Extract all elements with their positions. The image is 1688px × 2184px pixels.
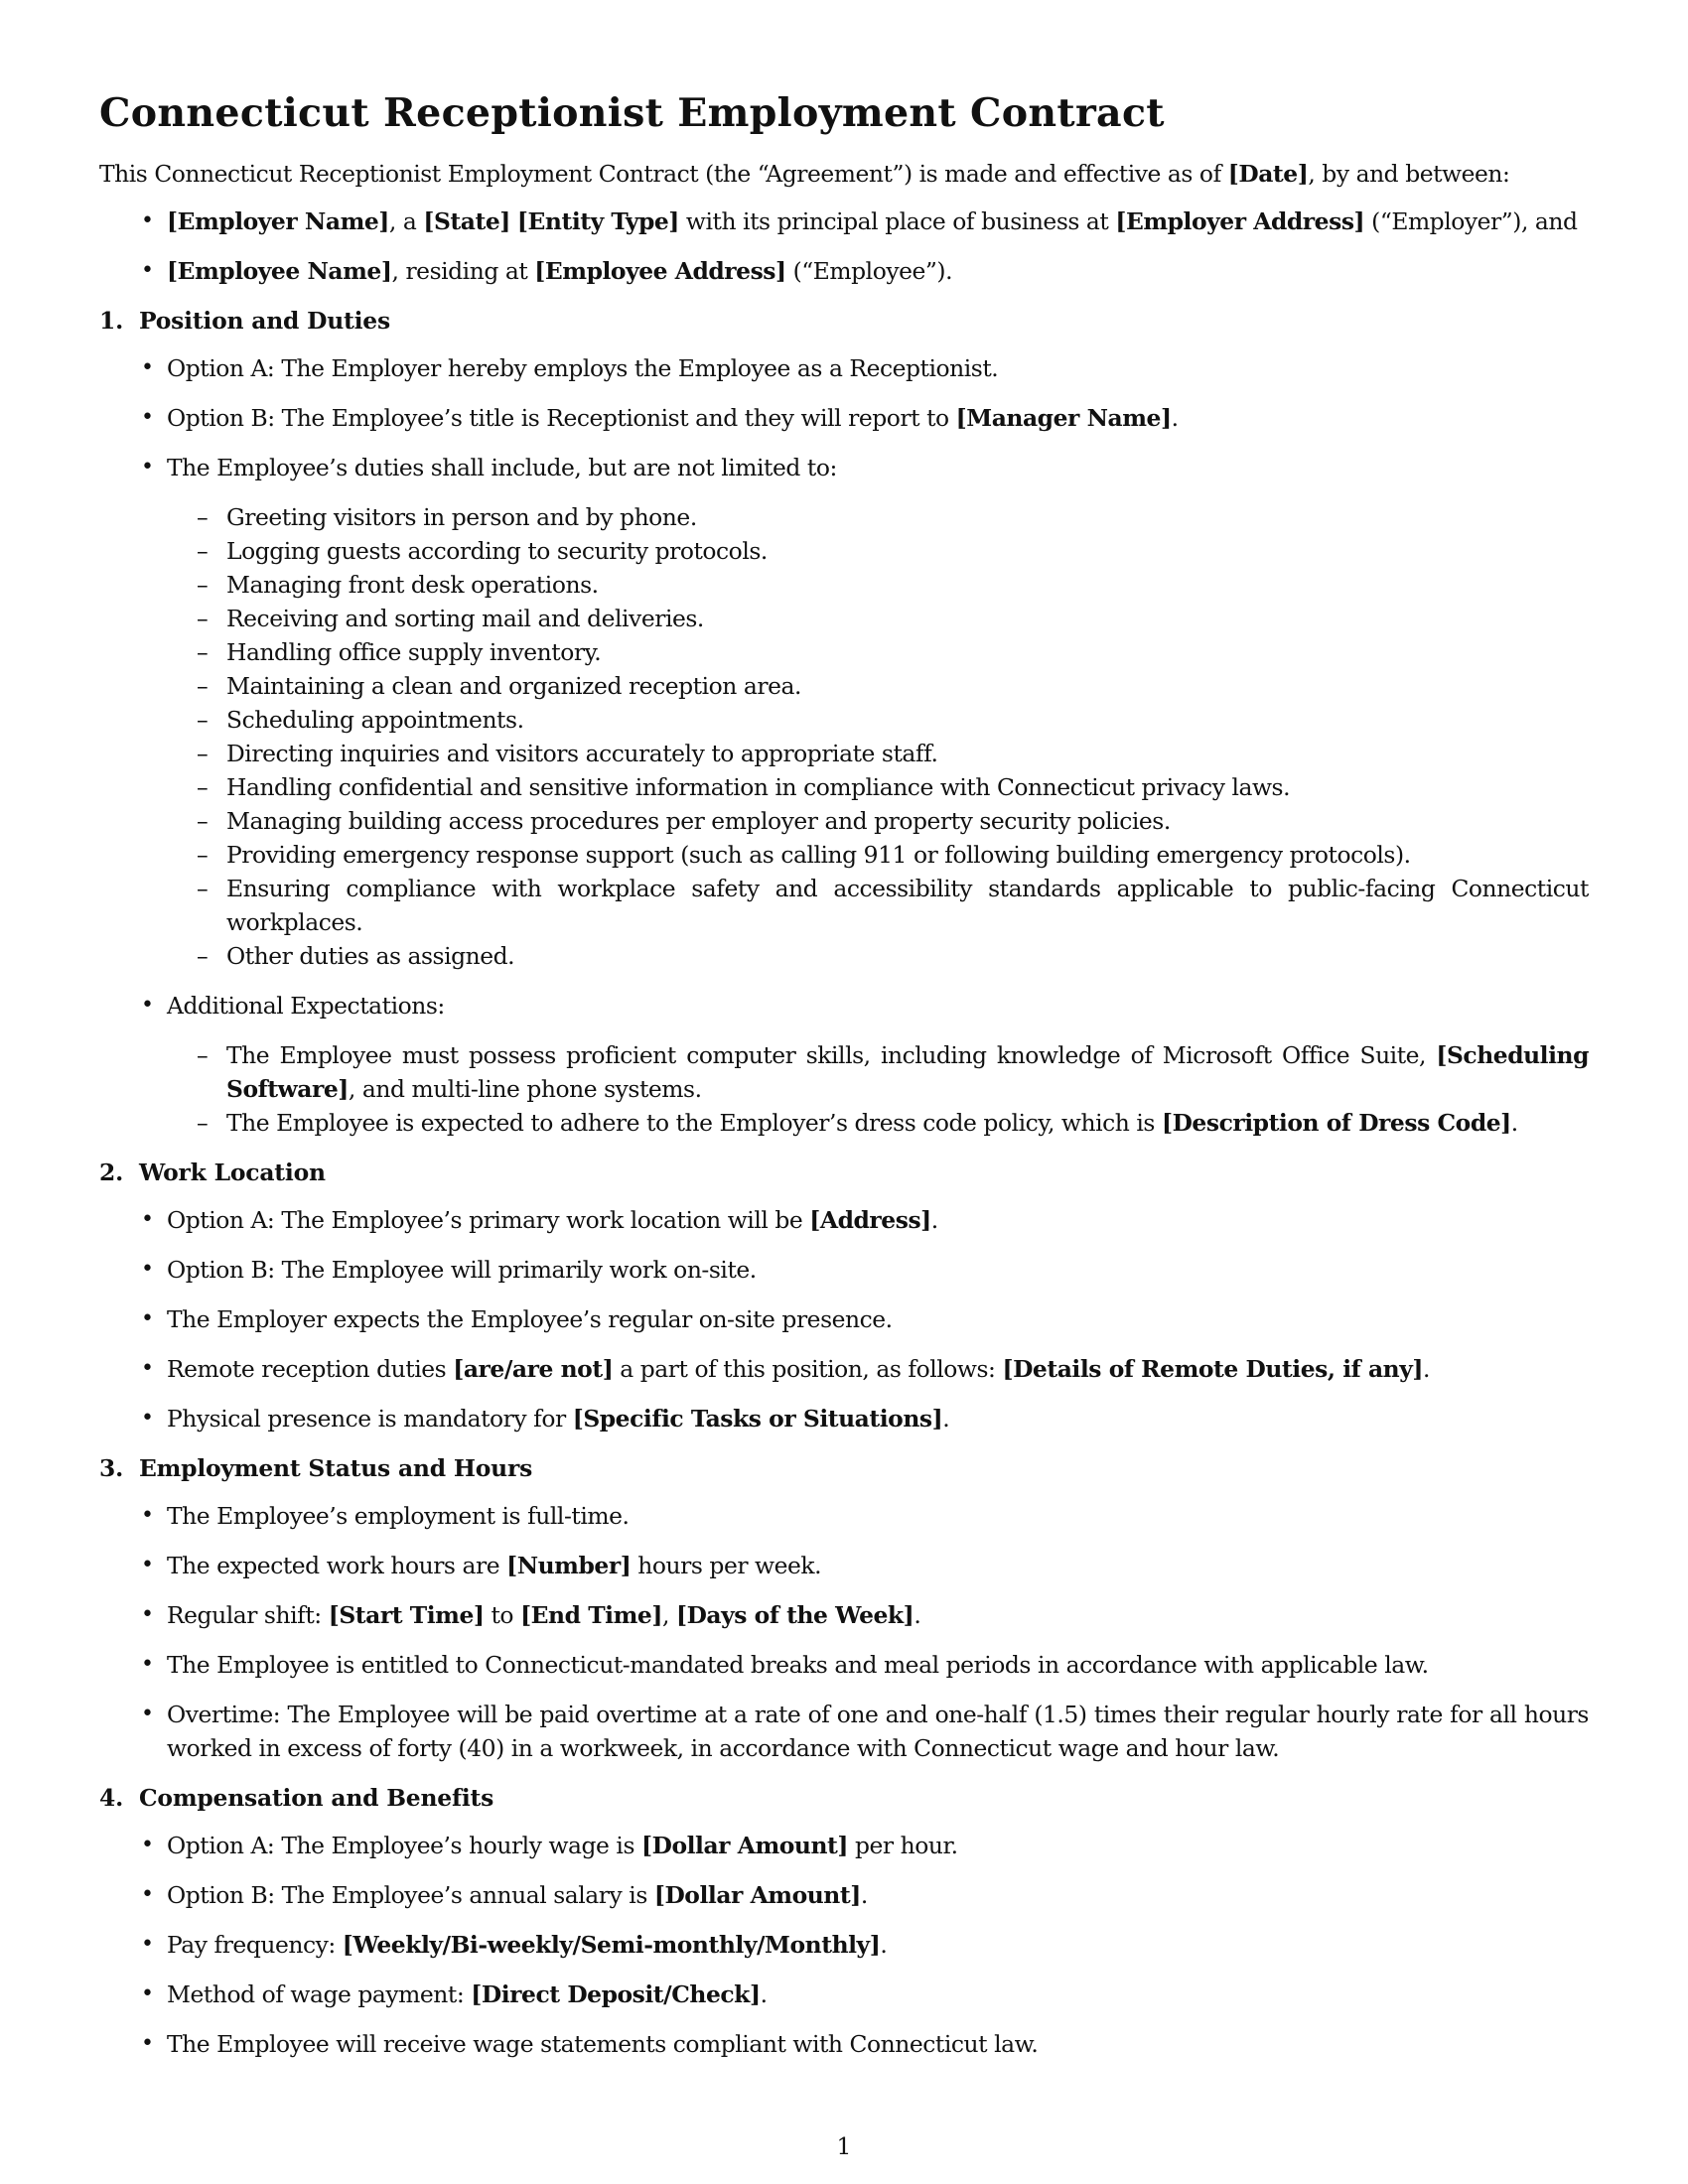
section-items [99, 1499, 1589, 1765]
address-field: [Address] [809, 1206, 931, 1234]
start-time-field: [Start Time] [328, 1601, 485, 1629]
duty-item: – Directing inquiries and visitors accurately to appropriate staff. [167, 737, 1589, 770]
section-items [99, 1203, 1589, 1435]
salary-amount-field: [Dollar Amount] [653, 1881, 861, 1909]
list-item: • Physical presence is mandatory for [Specific Tasks or Situations]. [99, 1402, 1589, 1435]
employee-address-field: [Employee Address] [534, 257, 786, 285]
employer-party: • [Employer Name], a [State] [Entity Type] with its principal place of business at [Employer Address] (“Employer”), and [99, 205, 1589, 238]
employee-party: • [Employee Name], residing at [Employee Address] (“Employee”). [99, 254, 1589, 288]
state-field: [State] [423, 207, 510, 235]
employee-name-field: [Employee Name] [167, 257, 392, 285]
list-item: • Pay frequency: [Weekly/Bi-weekly/Semi-monthly/Monthly]. [99, 1928, 1589, 1962]
section-title: Work Location [139, 1159, 326, 1186]
expectations-list [167, 1038, 1589, 1140]
dress-code-field: [Description of Dress Code] [1161, 1109, 1511, 1137]
employer-address-field: [Employer Address] [1115, 207, 1365, 235]
duty-item: – Scheduling appointments. [167, 703, 1589, 737]
section-number: 3. [99, 1454, 124, 1482]
intro-paragraph [99, 157, 1589, 191]
list-item: • Option B: The Employee will primarily work on-site. [99, 1253, 1589, 1287]
duty-item: – Managing building access procedures per employer and property security policies. [167, 804, 1589, 838]
section-title: Position and Duties [139, 307, 390, 335]
days-of-week-field: [Days of the Week] [675, 1601, 914, 1629]
section-items [99, 351, 1589, 1140]
list-item: • Option A: The Employee’s hourly wage is [Dollar Amount] per hour. [99, 1829, 1589, 1862]
list-item: • Option A: The Employer hereby employs the Employee as a Receptionist. [99, 351, 1589, 385]
list-item: • The Employer expects the Employee’s regular on-site presence. [99, 1302, 1589, 1336]
duty-item: – Managing front desk operations. [167, 568, 1589, 602]
section-heading [99, 1781, 1589, 1815]
list-item: • The Employee’s employment is full-time. [99, 1499, 1589, 1533]
entity-type-field: [Entity Type] [516, 207, 679, 235]
intro-text-before: This Connecticut Receptionist Employment Contract (the “Agreement”) is made and effective as of [99, 160, 1228, 188]
list-item: • The Employee’s duties shall include, but are not limited to: – Greeting visitors in person and by phone. – Logging guests according to security protocols. – Managing front desk operations. – Receiving and sorting mail and deliveries. – Handling office supply inventory. – Maintaining a clean and organized reception area. – Scheduling appointments. – Directing inquiries and visitors accurately to appropriate staff. – Handling confidential and sensitive information in compliance with Connecticut privacy laws. – Managing building access procedures per employer and property security policies. – Providing emergency response support (such as calling 911 or following building emergency protocols). – Ensuring compliance with workplace safety and accessibility standards applicable to public-facing Connecticut workplaces. – Other duties as assigned. [99, 451, 1589, 973]
list-item: • Regular shift: [Start Time] to [End Time], [Days of the Week]. [99, 1598, 1589, 1632]
intro-text-after: , by and between: [1308, 160, 1510, 188]
section-number: 2. [99, 1159, 124, 1186]
duty-item: – Logging guests according to security protocols. [167, 534, 1589, 568]
pay-frequency-field: [Weekly/Bi-weekly/Semi-monthly/Monthly] [342, 1931, 881, 1959]
section-number: 4. [99, 1784, 124, 1812]
page-number: 1 [836, 2132, 852, 2160]
duty-item: – Other duties as assigned. [167, 939, 1589, 973]
end-time-field: [End Time] [520, 1601, 662, 1629]
duty-item: – Maintaining a clean and organized reception area. [167, 669, 1589, 703]
section-items [99, 1829, 1589, 2061]
duty-item: – Handling confidential and sensitive information in compliance with Connecticut privacy laws. [167, 770, 1589, 804]
document-page [99, 85, 1589, 2077]
section-work-location [99, 1156, 1589, 1435]
expectation-item: – The Employee is expected to adhere to the Employer’s dress code policy, which is [Description of Dress Code]. [167, 1106, 1589, 1140]
list-item: • The Employee will receive wage statements compliant with Connecticut law. [99, 2027, 1589, 2061]
specific-tasks-field: [Specific Tasks or Situations] [572, 1405, 943, 1433]
list-item: • Option B: The Employee’s annual salary is [Dollar Amount]. [99, 1878, 1589, 1912]
list-item: • The expected work hours are [Number] hours per week. [99, 1549, 1589, 1582]
section-heading [99, 304, 1589, 338]
list-item: • Remote reception duties [are/are not] a part of this position, as follows: [Details of Remote Duties, if any]. [99, 1352, 1589, 1386]
list-item: • Overtime: The Employee will be paid overtime at a rate of one and one-half (1.5) times their regular hourly rate for all hours worked in excess of forty (40) in a workweek, in accordance with Connecticut wage and hour law. [99, 1698, 1589, 1765]
duty-item: – Ensuring compliance with workplace safety and accessibility standards applicable to public-facing Connecticut workplaces. [167, 872, 1589, 939]
scheduling-software-field: [Scheduling Software] [226, 1041, 1589, 1103]
expectation-item: – The Employee must possess proficient computer skills, including knowledge of Microsoft Office Suite, [Scheduling Software], and multi-line phone systems. [167, 1038, 1589, 1106]
section-compensation-and-benefits [99, 1781, 1589, 2061]
number-field: [Number] [506, 1552, 632, 1579]
duty-item: – Handling office supply inventory. [167, 635, 1589, 669]
list-item: • Option A: The Employee’s primary work location will be [Address]. [99, 1203, 1589, 1237]
remote-details-field: [Details of Remote Duties, if any] [1002, 1355, 1423, 1383]
section-employment-status-and-hours [99, 1451, 1589, 1765]
duty-item: – Receiving and sorting mail and deliveries. [167, 602, 1589, 635]
duty-item: – Providing emergency response support (such as calling 911 or following building emergency protocols). [167, 838, 1589, 872]
section-title: Employment Status and Hours [139, 1454, 533, 1482]
payment-method-field: [Direct Deposit/Check] [471, 1980, 761, 2008]
manager-name-field: [Manager Name] [955, 404, 1172, 432]
document-title: Connecticut Receptionist Employment Contract [99, 90, 1165, 136]
list-item: • Method of wage payment: [Direct Deposit/Check]. [99, 1978, 1589, 2011]
section-heading [99, 1156, 1589, 1189]
list-item: • The Employee is entitled to Connecticut-mandated breaks and meal periods in accordance with applicable law. [99, 1648, 1589, 1682]
hourly-amount-field: [Dollar Amount] [641, 1832, 848, 1859]
section-title: Compensation and Benefits [139, 1784, 494, 1812]
section-position-and-duties [99, 304, 1589, 1140]
remote-choice-field: [are/are not] [453, 1355, 614, 1383]
duty-item: – Greeting visitors in person and by phone. [167, 500, 1589, 534]
section-heading [99, 1451, 1589, 1485]
duties-list [167, 500, 1589, 973]
section-number: 1. [99, 307, 124, 335]
parties-list [99, 205, 1589, 288]
list-item: • Option B: The Employee’s title is Receptionist and they will report to [Manager Name]. [99, 401, 1589, 435]
list-item: • Additional Expectations: – The Employee must possess proficient computer skills, including knowledge of Microsoft Office Suite, [Scheduling Software], and multi-line phone systems. – The Employee is expected to adhere to the Employer’s dress code policy, which is [Description of Dress Code]. [99, 989, 1589, 1140]
date-field: [Date] [1227, 160, 1309, 188]
employer-name-field: [Employer Name] [167, 207, 389, 235]
